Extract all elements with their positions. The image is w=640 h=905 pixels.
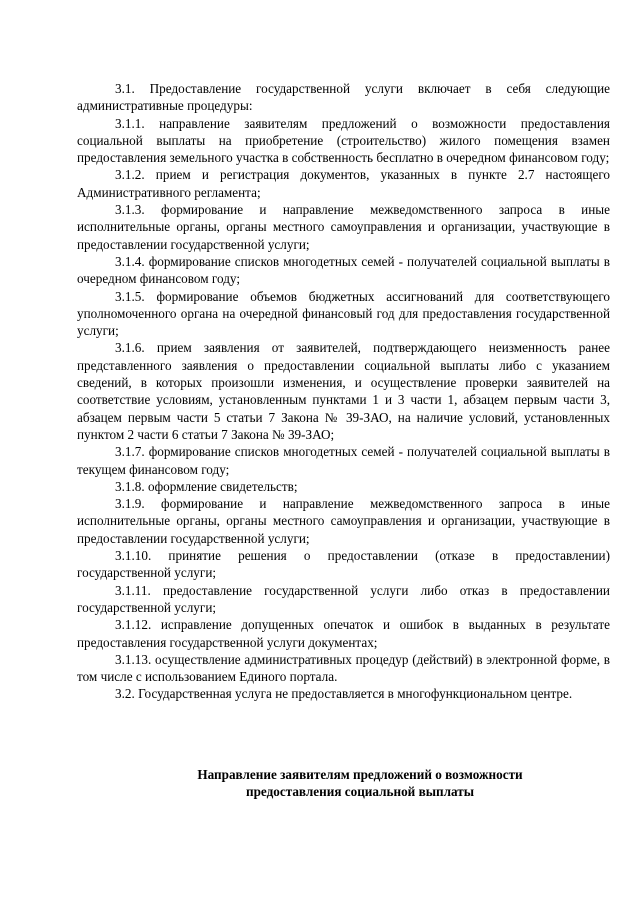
paragraph-3-1-1: 3.1.1. направление заявителям предложений о возможности предоставления социальной выплаты на приобретение (строительство) жилого помещения взамен предоставления земельного участка в собственность бесплатно в очередном финансовом году; xyxy=(77,115,610,166)
paragraph-3-1-13: 3.1.13. осуществление административных процедур (действий) в электронной форме, в том числе с использованием Единого портала. xyxy=(77,651,610,685)
paragraph-3-1-3: 3.1.3. формирование и направление межведомственного запроса в иные исполнительные органы, органы местного самоуправления и организации, участвующие в предоставлении государственной услуги; xyxy=(77,202,610,252)
paragraph-3-1-8: 3.1.8. оформление свидетельств; xyxy=(115,478,298,494)
paragraph-3-1-10: 3.1.10. принятие решения о предоставлении (отказе в предоставлении) государственной услуги; xyxy=(77,548,610,581)
document-body xyxy=(77,80,610,703)
paragraph-3-1-11: 3.1.11. предоставление государственной услуги либо отказ в предоставлении государственной услуги; xyxy=(77,582,610,615)
section-heading xyxy=(120,766,600,801)
paragraph-3-1: 3.1. Предоставление государственной услуги включает в себя следующие административные процедуры: xyxy=(77,81,610,114)
paragraph-3-1-7: 3.1.7. формирование списков многодетных семей - получателей социальной выплаты в текущем финансовом году; xyxy=(77,444,610,477)
paragraph-3-1-4: 3.1.4. формирование списков многодетных семей - получателей социальной выплаты в очередном финансовом году; xyxy=(77,253,610,287)
section-heading-line-2: предоставления социальной выплаты xyxy=(245,784,475,800)
paragraph-3-1-12: 3.1.12. исправление допущенных опечаток и ошибок в выданных в результате предоставления государственной услуги документах; xyxy=(77,617,610,650)
paragraph-3-2: 3.2. Государственная услуга не предоставляется в многофункциональном центре. xyxy=(115,686,573,702)
paragraph-3-1-2: 3.1.2. прием и регистрация документов, указанных в пункте 2.7 настоящего Административного регламента; xyxy=(77,167,610,200)
paragraph-3-1-6: 3.1.6. прием заявления от заявителей, подтверждающего неизменность ранее представленного заявления о предоставлении социальной выплаты либо с указанием сведений, в которых произошли изменения, и осуществление проверки заявителей на соответствие условиям, установленным пунктами 1 и 3 части 1, абзацем первым части 3, абзацем первым части 5 статьи 7 Закона № 39-ЗАО, на наличие условий, установленных пунктом 2 части 6 статьи 7 Закона № 39-ЗАО; xyxy=(77,340,610,442)
paragraph-3-1-9: 3.1.9. формирование и направление межведомственного запроса в иные исполнительные органы, органы местного самоуправления и организации, участвующие в предоставлении государственной услуги; xyxy=(77,496,610,546)
section-heading-line-1: Направление заявителям предложений о возможности xyxy=(197,767,523,782)
paragraph-3-1-5: 3.1.5. формирование объемов бюджетных ассигнований для соответствующего уполномоченного органа на очередной финансовый год для предоставления государственной услуги; xyxy=(77,288,610,339)
